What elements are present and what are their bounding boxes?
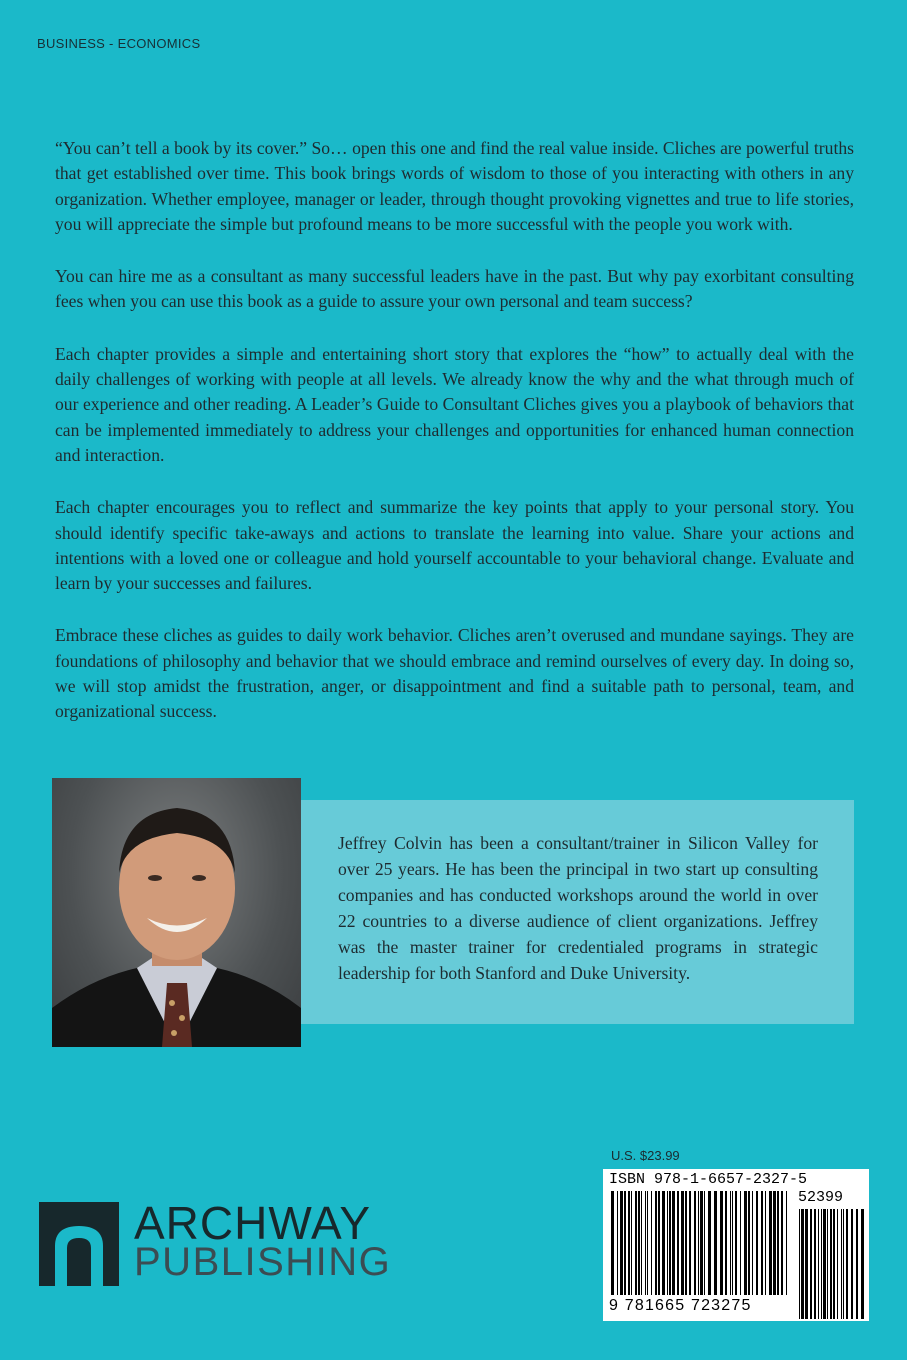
barcode-bar <box>756 1191 758 1295</box>
barcode-bar <box>821 1209 822 1319</box>
barcode-bar <box>669 1191 671 1295</box>
barcode-bar <box>761 1191 763 1295</box>
category-label: BUSINESS - ECONOMICS <box>37 36 201 51</box>
barcode-bar <box>843 1209 844 1319</box>
barcode-bar <box>827 1209 828 1319</box>
barcode-bar <box>801 1209 804 1319</box>
barcode-bar <box>830 1209 832 1319</box>
author-photo <box>52 778 301 1047</box>
isbn-text: ISBN 978-1-6657-2327-5 <box>609 1171 808 1188</box>
barcode-bar <box>698 1191 699 1295</box>
barcode-bar <box>685 1191 687 1295</box>
barcode-bar <box>635 1191 637 1295</box>
publisher-name-line2: PUBLISHING <box>134 1240 392 1284</box>
barcode-bar <box>735 1191 737 1295</box>
barcode-bar <box>777 1191 779 1295</box>
barcode-bar <box>700 1191 703 1295</box>
barcode-bar <box>611 1191 614 1295</box>
barcode-bar <box>681 1191 684 1295</box>
barcode-bar <box>651 1191 652 1295</box>
barcode-bar <box>744 1191 747 1295</box>
barcode-bar <box>708 1191 711 1295</box>
publisher-name-line1: ARCHWAY <box>134 1197 371 1249</box>
barcode-bar <box>638 1191 640 1295</box>
barcode-bar <box>704 1191 705 1295</box>
barcode-bar <box>810 1209 812 1319</box>
barcode-bar <box>765 1191 766 1295</box>
barcode-bar <box>725 1191 727 1295</box>
barcode-bar <box>647 1191 648 1295</box>
barcode-bar <box>833 1209 835 1319</box>
barcode-bar <box>805 1209 808 1319</box>
price-label: U.S. $23.99 <box>611 1148 680 1163</box>
addon-code: 52399 <box>798 1189 844 1206</box>
barcode-bar <box>752 1191 753 1295</box>
barcode-bar <box>856 1209 858 1319</box>
blurb-paragraph: “You can’t tell a book by its cover.” So… open this one and find the real value inside. Cliches are powerful truths that get established over time. This book brings words of wisdom to those of you interacting with others in any organization. Whether employee, manager or leader, through thought provoking vignettes and true to life stories, you will appreciate the simple but profound means to be more successful with the people you work with. <box>55 138 854 234</box>
archway-logo-icon <box>39 1202 119 1286</box>
author-bio: Jeffrey Colvin has been a consultant/trainer in Silicon Valley for over 25 years. He has been the principal in two start up consulting companies and has conducted workshops around the world in over 22 countries to a diverse audience of client organizations. Jeffrey was the master trainer for credentialed programs in strategic leadership for both Stanford and Duke University. <box>338 833 818 983</box>
barcode-bar <box>841 1209 842 1319</box>
barcode-bar <box>631 1191 632 1295</box>
barcode-bar <box>617 1191 618 1295</box>
isbn-barcode <box>603 1169 869 1321</box>
barcode-bar <box>773 1191 776 1295</box>
barcode-bar <box>799 1209 800 1319</box>
barcode-bar <box>645 1191 646 1295</box>
barcode-bar <box>730 1191 731 1295</box>
barcode-bar <box>769 1191 772 1295</box>
barcode-bar <box>818 1209 819 1319</box>
barcode-bar <box>720 1191 723 1295</box>
barcode-bar <box>823 1209 826 1319</box>
barcode-bar <box>628 1191 630 1295</box>
barcode-bar <box>689 1191 691 1295</box>
ean-digits: 9 781665 723275 <box>609 1297 752 1314</box>
blurb-paragraph: You can hire me as a consultant as many successful leaders have in the past. But why pay exorbitant consulting fees when you can use this book as a guide to assure your own personal and team success? <box>55 266 854 312</box>
blurb-paragraph: Each chapter provides a simple and entertaining short story that explores the “how” to actually deal with the daily challenges of working with people at all levels. We already know the why and the what through much of our experience and other reading. A Leader’s Guide to Consultant Cliches gives you a playbook of behaviors that can be implemented immediately to address your challenges and opportunities for enhanced human connection and interaction. <box>55 343 854 465</box>
barcode-bar <box>667 1191 668 1295</box>
blurb-paragraph: Each chapter encourages you to reflect and summarize the key points that apply to your personal story. You should identify specific take-aways and actions to translate the learning into value. Share your actions and intentions with a loved one or colleague and hold yourself accountable to your behavioral change. Evaluate and learn by your successes and failures. <box>55 497 854 594</box>
barcode-bar <box>740 1191 741 1295</box>
barcode-bar <box>620 1191 623 1295</box>
barcode-bar <box>662 1191 665 1295</box>
barcode-bar <box>677 1191 679 1295</box>
back-cover-blurb <box>55 136 854 752</box>
barcode-bar <box>641 1191 642 1295</box>
barcode-bar <box>861 1209 864 1319</box>
barcode-bar <box>672 1191 675 1295</box>
publisher-logo <box>39 1197 439 1292</box>
barcode-bar <box>781 1191 783 1295</box>
barcode-bar <box>748 1191 750 1295</box>
barcode-bar <box>786 1191 787 1295</box>
barcode-bar <box>732 1191 733 1295</box>
barcode-bar <box>851 1209 853 1319</box>
barcode-bar <box>837 1209 838 1319</box>
barcode-bar <box>658 1191 660 1295</box>
barcode-bar <box>814 1209 816 1319</box>
barcode-bar <box>714 1191 717 1295</box>
barcode-bar <box>624 1191 626 1295</box>
blurb-paragraph: Embrace these cliches as guides to daily work behavior. Cliches aren’t overused and mundane sayings. They are foundations of philosophy and behavior that we should embrace and remind ourselves of every day. In doing so, we will stop amidst the frustration, anger, or disappointment and find a suitable path to personal, team, and organizational success. <box>55 625 854 722</box>
barcode-bar <box>846 1209 848 1319</box>
barcode-bar <box>655 1191 657 1295</box>
barcode-bar <box>694 1191 696 1295</box>
